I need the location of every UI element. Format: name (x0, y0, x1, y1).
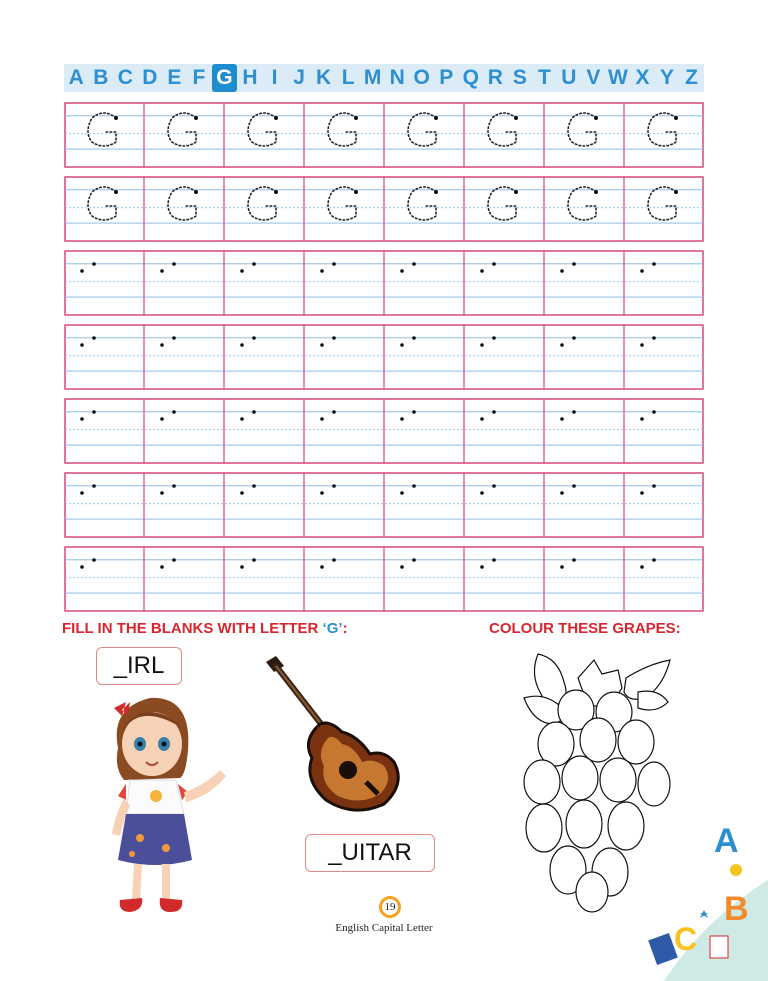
start-dot (640, 269, 644, 273)
tracing-grid (64, 102, 704, 614)
alphabet-letter-q: Q (462, 66, 479, 89)
alphabet-letter-d: D (142, 66, 158, 89)
alphabet-letter-c: C (117, 66, 133, 89)
fill-blanks-heading-colon: : (342, 620, 348, 637)
start-dot (114, 116, 118, 120)
alphabet-letter-x: X (635, 66, 650, 89)
start-dot (332, 336, 336, 340)
start-dot (674, 116, 678, 120)
start-dot (400, 269, 404, 273)
start-dot (80, 491, 84, 495)
start-dot (652, 484, 656, 488)
start-dot (480, 491, 484, 495)
start-dot (492, 558, 496, 562)
start-dot (354, 116, 358, 120)
start-dot (320, 565, 324, 569)
start-dot (480, 565, 484, 569)
start-dot (252, 262, 256, 266)
start-dot (640, 491, 644, 495)
footer-text: English Capital Letter (335, 922, 433, 934)
start-dot (252, 558, 256, 562)
start-dot (560, 343, 564, 347)
start-dot (572, 262, 576, 266)
alphabet-strip (64, 64, 704, 92)
start-dot (572, 410, 576, 414)
word-blank-girl: _IRL (96, 647, 182, 685)
alphabet-letter-m: M (363, 66, 382, 89)
fill-blanks-heading-letter: ‘G’ (322, 620, 343, 637)
alphabet-letter-y: Y (660, 66, 675, 89)
alphabet-letter-r: R (487, 66, 503, 89)
alphabet-letter-t: T (537, 66, 551, 89)
alphabet-letter-f: F (192, 66, 206, 89)
word-blank-guitar: _UITAR (305, 834, 435, 872)
start-dot (92, 558, 96, 562)
start-dot (412, 262, 416, 266)
alphabet-letter-n: N (389, 66, 405, 89)
guitar-illustration (262, 654, 408, 816)
start-dot (480, 269, 484, 273)
alphabet-letter-u: U (561, 66, 577, 89)
start-dot (160, 269, 164, 273)
start-dot (320, 417, 324, 421)
start-dot (80, 565, 84, 569)
alphabet-letter-e: E (167, 66, 182, 89)
start-dot (194, 116, 198, 120)
start-dot (160, 565, 164, 569)
start-dot (434, 116, 438, 120)
alphabet-letter-z: Z (685, 66, 698, 89)
start-dot (400, 417, 404, 421)
start-dot (240, 491, 244, 495)
alphabet-letter-w: W (608, 66, 628, 89)
start-dot (80, 343, 84, 347)
letter-c-icon: C (674, 921, 698, 957)
start-dot (560, 565, 564, 569)
start-dot (320, 269, 324, 273)
start-dot (92, 410, 96, 414)
start-dot (172, 410, 176, 414)
start-dot (80, 417, 84, 421)
start-dot (332, 262, 336, 266)
start-dot (160, 343, 164, 347)
start-dot (252, 410, 256, 414)
page-number-badge (379, 896, 401, 918)
alphabet-letter-j: J (293, 66, 305, 89)
start-dot (274, 190, 278, 194)
alphabet-letter-i: I (271, 66, 278, 89)
colour-grapes-heading: COLOUR THESE GRAPES: (489, 620, 681, 637)
start-dot (492, 336, 496, 340)
start-dot (252, 484, 256, 488)
start-dot (194, 190, 198, 194)
start-dot (572, 558, 576, 562)
start-dot (332, 410, 336, 414)
start-dot (514, 190, 518, 194)
start-dot (320, 491, 324, 495)
start-dot (492, 410, 496, 414)
start-dot (172, 262, 176, 266)
start-dot (514, 116, 518, 120)
start-dot (114, 190, 118, 194)
alphabet-letter-l: L (341, 66, 355, 89)
alphabet-letter-g: G (212, 64, 237, 92)
start-dot (332, 558, 336, 562)
start-dot (160, 491, 164, 495)
start-dot (320, 343, 324, 347)
start-dot (492, 484, 496, 488)
start-dot (80, 269, 84, 273)
page-number: 19 (382, 899, 398, 915)
start-dot (572, 484, 576, 488)
girl-illustration (100, 688, 240, 924)
start-dot (400, 343, 404, 347)
start-dot (240, 417, 244, 421)
fill-blanks-heading (62, 620, 348, 637)
start-dot (400, 491, 404, 495)
start-dot (332, 484, 336, 488)
alphabet-letter-o: O (413, 66, 430, 89)
start-dot (172, 484, 176, 488)
start-dot (412, 336, 416, 340)
start-dot (594, 190, 598, 194)
start-dot (274, 116, 278, 120)
start-dot (240, 269, 244, 273)
start-dot (480, 417, 484, 421)
start-dot (560, 417, 564, 421)
alphabet-letter-h: H (242, 66, 258, 89)
start-dot (252, 336, 256, 340)
alphabet-letter-v: V (586, 66, 601, 89)
start-dot (412, 410, 416, 414)
start-dot (674, 190, 678, 194)
start-dot (400, 565, 404, 569)
start-dot (92, 336, 96, 340)
start-dot (560, 269, 564, 273)
start-dot (560, 491, 564, 495)
start-dot (652, 262, 656, 266)
start-dot (240, 565, 244, 569)
start-dot (640, 343, 644, 347)
start-dot (572, 336, 576, 340)
start-dot (652, 558, 656, 562)
letter-a-icon: A (714, 822, 739, 860)
alphabet-letter-k: K (315, 66, 332, 89)
start-dot (492, 262, 496, 266)
start-dot (640, 417, 644, 421)
start-dot (240, 343, 244, 347)
start-dot (160, 417, 164, 421)
alphabet-decoration (644, 800, 768, 981)
start-dot (480, 343, 484, 347)
start-dot (172, 336, 176, 340)
start-dot (652, 410, 656, 414)
start-dot (640, 565, 644, 569)
start-dot (434, 190, 438, 194)
alphabet-letter-a: A (68, 66, 84, 89)
start-dot (594, 116, 598, 120)
alphabet-letter-p: P (439, 66, 454, 89)
start-dot (354, 190, 358, 194)
alphabet-letter-b: B (93, 66, 109, 89)
start-dot (92, 262, 96, 266)
alphabet-letter-s: S (512, 66, 527, 89)
start-dot (652, 336, 656, 340)
start-dot (412, 484, 416, 488)
start-dot (92, 484, 96, 488)
start-dot (172, 558, 176, 562)
letter-b-icon: B (724, 890, 749, 928)
start-dot (412, 558, 416, 562)
fill-blanks-heading-text: FILL IN THE BLANKS WITH LETTER (62, 620, 323, 637)
